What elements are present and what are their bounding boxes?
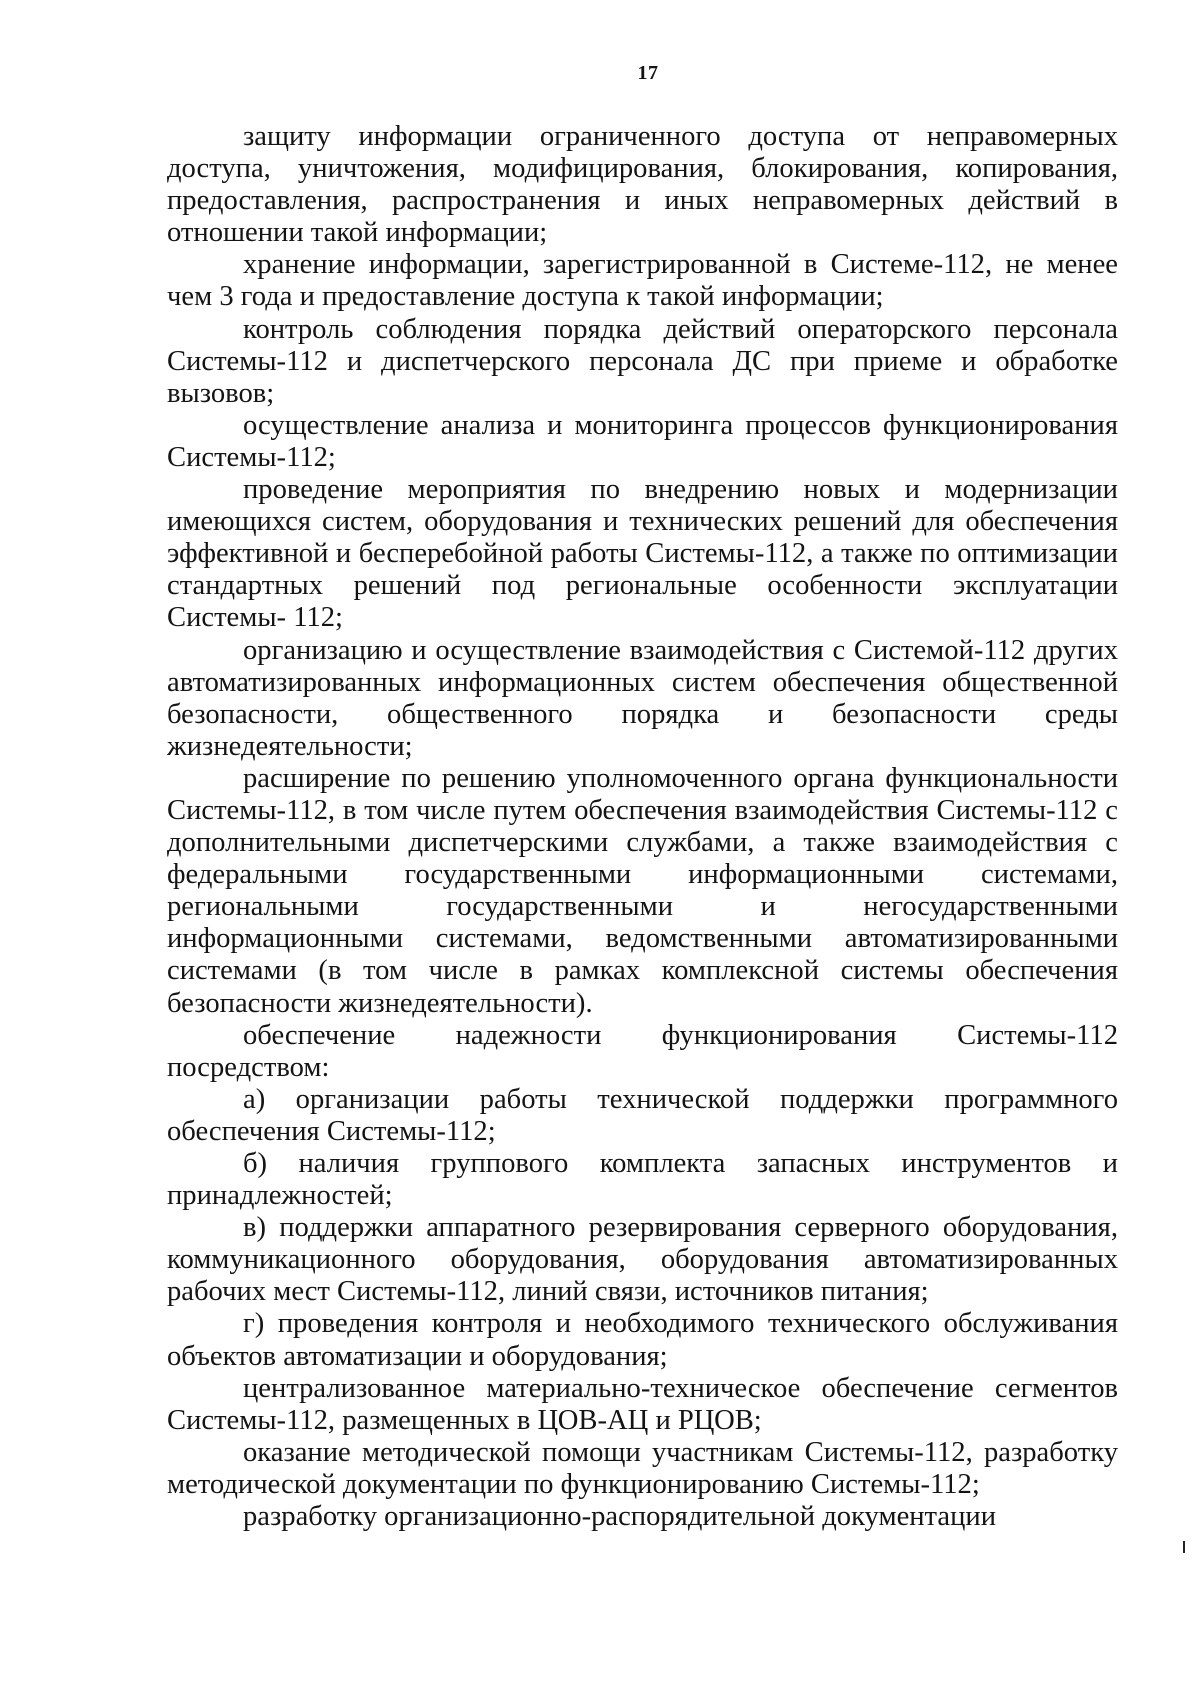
paragraph-documentation-development: разработку организационно-распорядительной документации xyxy=(243,1501,997,1533)
document-body xyxy=(167,121,1118,1533)
paragraph-analysis-monitoring: осуществление анализа и мониторинга процессов функционирования Системы-112; xyxy=(167,409,1118,473)
list-item-v-hardware-redundancy: в) поддержки аппаратного резервирования серверного оборудования, коммуникационного оборудования, оборудования автоматизированных рабочих мест Системы-112, линий связи, источников питания; xyxy=(167,1212,1118,1308)
paragraph-methodical-assistance: оказание методической помощи участникам Системы-112, разработку методической документации по функционированию Системы-112; xyxy=(167,1436,1118,1500)
paragraph-modernization: проведение мероприятия по внедрению новых и модернизации имеющихся систем, оборудования и технических решений для обеспечения эффективной и бесперебойной работы Системы-112, а также по оптимизации стандартных решений под региональные особенности эксплуатации Системы- 112; xyxy=(167,474,1118,634)
paragraph-logistics-support: централизованное материально-техническое обеспечение сегментов Системы-112, размещенных в ЦОВ-АЦ и РЦОВ; xyxy=(167,1372,1118,1436)
paragraph-information-protection: защиту информации ограниченного доступа от неправомерных доступа, уничтожения, модифицирования, блокирования, копирования, предоставления, распространения и иных неправомерных действий в отношении такой информации; xyxy=(167,121,1118,249)
list-item-a-technical-support: а) организации работы технической поддержки программного обеспечения Системы-112; xyxy=(167,1083,1118,1147)
paragraph-reliability: обеспечение надежности функционирования Системы-112 посредством: xyxy=(167,1019,1118,1083)
scan-artifact-mark xyxy=(1183,1541,1185,1553)
paragraph-information-storage: хранение информации, зарегистрированной в Системе-112, не менее чем 3 года и предоставление доступа к такой информации; xyxy=(167,249,1118,313)
paragraph-procedure-control: контроль соблюдения порядка действий операторского персонала Системы-112 и диспетчерского персонала ДС при приеме и обработке вызовов; xyxy=(167,313,1118,409)
list-item-g-maintenance: г) проведения контроля и необходимого технического обслуживания объектов автоматизации и оборудования; xyxy=(167,1308,1118,1372)
list-item-b-spare-parts: б) наличия группового комплекта запасных инструментов и принадлежностей; xyxy=(167,1148,1118,1212)
page-number: 17 xyxy=(637,62,659,84)
paragraph-interaction-organization: организацию и осуществление взаимодействия с Системой-112 других автоматизированных информационных систем обеспечения общественной безопасности, общественного порядка и безопасности среды жизнедеятельности; xyxy=(167,634,1118,762)
paragraph-functionality-expansion: расширение по решению уполномоченного органа функциональности Системы-112, в том числе путем обеспечения взаимодействия Системы-112 с дополнительными диспетчерскими службами, а также взаимодействия с федеральными государственными информационными системами, региональными государственными и негосударственными информационными системами, ведомственными автоматизированными системами (в том числе в рамках комплексной системы обеспечения безопасности жизнедеятельности). xyxy=(167,762,1118,1019)
